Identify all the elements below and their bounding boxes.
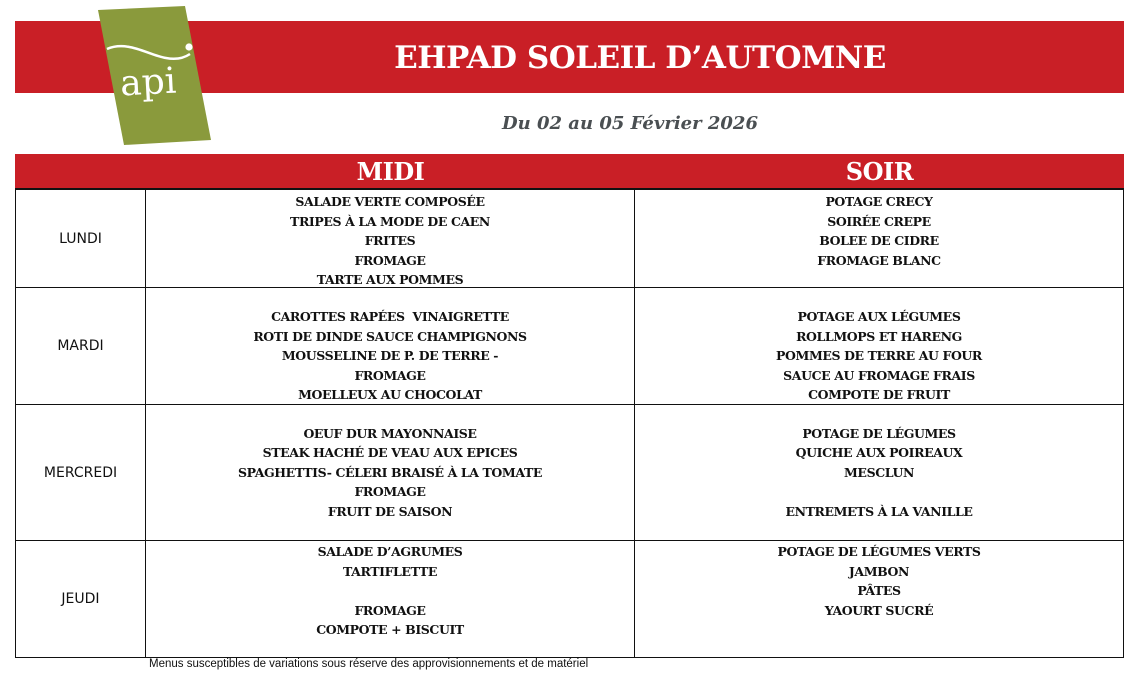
dish: FROMAGE xyxy=(354,367,426,383)
dish: SALADE D’AGRUMES xyxy=(317,544,463,559)
table-row-mardi xyxy=(15,288,1124,405)
dish: SALADE VERTE COMPOSÉE xyxy=(295,194,485,209)
dish: MOELLEUX AU CHOCOLAT xyxy=(298,387,482,403)
midi-cell xyxy=(146,190,635,287)
dish: SPAGHETTIS- CÉLERI BRAISÉ À LA TOMATE xyxy=(237,464,542,480)
dish: COMPOTE + BISCUIT xyxy=(316,622,464,637)
dish: OEUF DUR MAYONNAISE xyxy=(303,425,477,441)
dish: ROLLMOPS ET HARENG xyxy=(796,328,962,344)
footnote: Menus susceptibles de variations sous réserve des approvisionnements et de matériel xyxy=(149,658,589,670)
column-header-soir: SOIR xyxy=(845,157,914,186)
dish: MOUSSELINE DE P. DE TERRE - xyxy=(281,348,499,364)
dish: CAROTTES RAPÉES VINAIGRETTE xyxy=(271,309,509,325)
dish: MESCLUN xyxy=(844,464,914,480)
soir-cell xyxy=(635,541,1124,657)
dish: PÂTES xyxy=(857,583,901,598)
table-row-mercredi xyxy=(15,405,1124,541)
table-row-jeudi xyxy=(15,541,1124,658)
dish: FROMAGE xyxy=(354,252,426,268)
dish: POTAGE AUX LÉGUMES xyxy=(797,309,961,325)
soir-cell xyxy=(635,190,1124,287)
table-header xyxy=(15,154,1124,190)
midi-cell xyxy=(146,405,635,540)
dish: FROMAGE xyxy=(354,484,426,500)
dish: FRITES xyxy=(364,233,416,248)
dish: BOLEE DE CIDRE xyxy=(819,233,939,248)
api-logo xyxy=(98,0,213,148)
dish: ENTREMETS À LA VANILLE xyxy=(785,503,973,519)
dish: COMPOTE DE FRUIT xyxy=(808,387,950,403)
dish: FROMAGE xyxy=(354,602,426,618)
date-range: Du 02 au 05 Février 2026 xyxy=(502,113,758,134)
day-label: MERCREDI xyxy=(15,405,146,540)
dish: SOIRÉE CREPE xyxy=(827,213,931,229)
page-title: EHPAD SOLEIL D’AUTOMNE xyxy=(394,40,886,76)
midi-cell xyxy=(146,288,635,404)
dish: POTAGE DE LÉGUMES xyxy=(802,425,956,441)
logo-dot-icon xyxy=(185,43,192,50)
dish: YAOURT SUCRÉ xyxy=(824,602,934,618)
dish: TRIPES À LA MODE DE CAEN xyxy=(290,213,490,229)
dish: POTAGE CRECY xyxy=(825,194,933,209)
dish: POMMES DE TERRE AU FOUR xyxy=(776,348,982,364)
dish: JAMBON xyxy=(848,563,910,579)
dish: POTAGE DE LÉGUMES VERTS xyxy=(777,544,981,559)
dish: FROMAGE BLANC xyxy=(817,252,941,268)
column-header-midi: MIDI xyxy=(356,157,425,186)
soir-cell xyxy=(635,288,1124,404)
dish: STEAK HACHÉ DE VEAU AUX EPICES xyxy=(262,445,518,461)
dish: TARTIFLETTE xyxy=(342,563,438,579)
soir-cell xyxy=(635,405,1124,540)
table-row-lundi xyxy=(15,190,1124,288)
dish: FRUIT DE SAISON xyxy=(327,503,453,519)
dish: TARTE AUX POMMES xyxy=(316,272,464,287)
dish: QUICHE AUX POIREAUX xyxy=(795,445,963,461)
midi-cell xyxy=(146,541,635,657)
dish: ROTI DE DINDE SAUCE CHAMPIGNONS xyxy=(253,328,527,344)
day-label: LUNDI xyxy=(15,190,146,287)
menu-table xyxy=(15,154,1124,658)
day-label: JEUDI xyxy=(15,541,146,657)
day-label: MARDI xyxy=(15,288,146,404)
dish: SAUCE AU FROMAGE FRAIS xyxy=(783,367,975,383)
logo-text: api xyxy=(119,60,178,105)
